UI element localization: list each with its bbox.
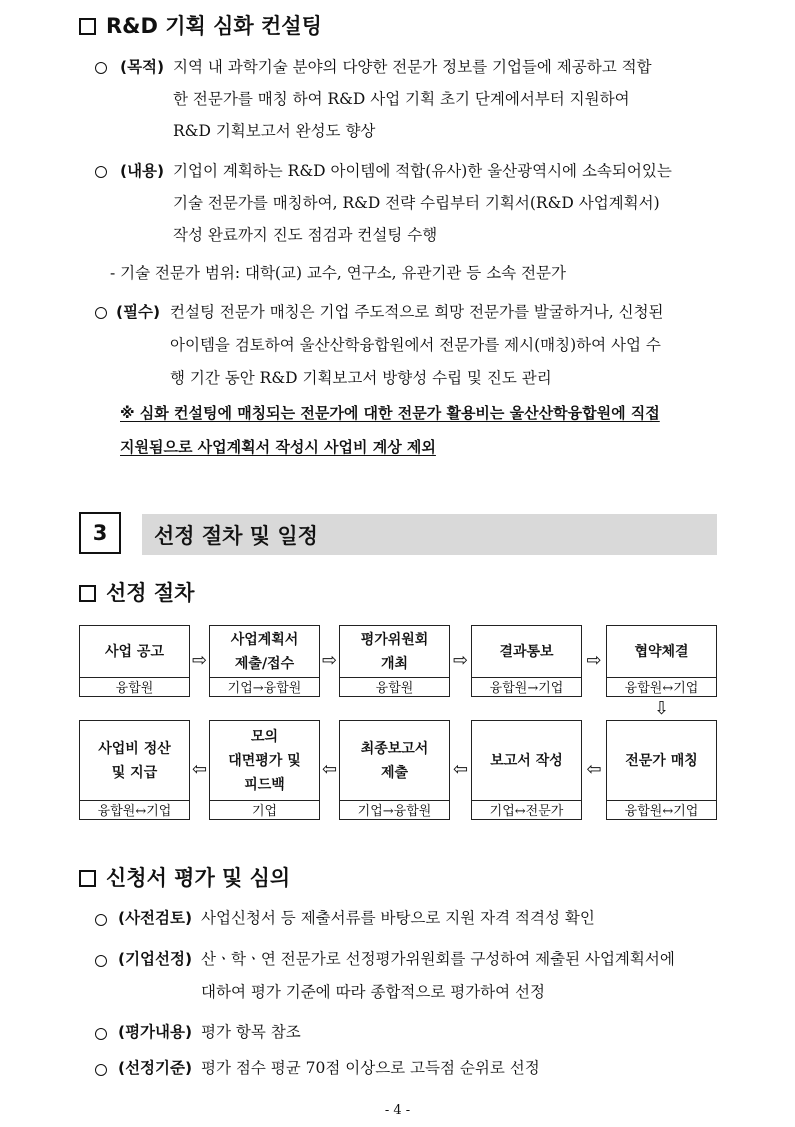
flow-step-title: 최종보고서 제출	[340, 721, 449, 801]
flow-step-title: 사업계획서 제출/접수	[210, 626, 319, 678]
flow-step-title: 사업 공고	[80, 626, 189, 678]
circle-bullet-icon	[95, 1028, 107, 1040]
flow-step-box	[339, 720, 450, 820]
arrow-right-icon: ⇨	[321, 650, 338, 671]
procedure-heading	[79, 577, 194, 607]
item-text-line: 행 기간 동안 R&D 기획보고서 방향성 수립 및 진도 관리	[170, 369, 552, 387]
flow-step-title: 평가위원회 개최	[340, 626, 449, 678]
flow-step-actor: 기업↔전문가	[489, 803, 564, 819]
flow-step-box	[79, 625, 190, 697]
item-label: (사전검토)	[118, 909, 193, 927]
note-line: ※ 심화 컨설팅에 매칭되는 전문가에 대한 전문가 활용비는 울산산학융합원에 직접	[120, 404, 660, 422]
flow-step-title: 사업비 정산 및 지급	[80, 721, 189, 801]
flow-step-title: 협약체결	[607, 626, 716, 678]
item-text-line: 산ㆍ학ㆍ연 전문가로 선정평가위원회를 구성하여 제출된 사업계획서에	[201, 950, 675, 968]
flow-step-title: 결과통보	[472, 626, 581, 678]
item-text-line: 평가 항목 참조	[201, 1023, 301, 1041]
circle-bullet-icon	[95, 1064, 107, 1076]
item-text-line: 지역 내 과학기술 분야의 다양한 전문가 정보를 기업들에 제공하고 적합	[173, 58, 652, 76]
note-line: 지원됨으로 사업계획서 작성시 사업비 계상 제외	[120, 438, 436, 456]
item-label: (목적)	[120, 58, 165, 76]
item-text-line: 한 전문가를 매칭 하여 R&D 사업 기획 초기 단계에서부터 지원하여	[173, 90, 630, 108]
item-label: (내용)	[120, 162, 165, 180]
page-number: - 4 -	[384, 1103, 411, 1118]
arrow-left-icon: ⇦	[321, 759, 338, 780]
flow-step-title: 모의 대면평가 및 피드백	[210, 721, 319, 801]
item-text-line: 기업이 계획하는 R&D 아이템에 적합(유사)한 울산광역시에 소속되어있는	[173, 162, 672, 180]
flow-step-box	[339, 625, 450, 697]
flow-step-actor: 융합원→기업	[489, 680, 564, 696]
circle-bullet-icon	[95, 307, 107, 319]
flow-step-actor: 융합원↔기업	[624, 803, 699, 819]
section-heading-rnd-consulting	[79, 10, 322, 40]
arrow-left-icon: ⇦	[586, 759, 602, 780]
flow-step-box	[209, 625, 320, 697]
flow-step-actor: 융합원↔기업	[624, 680, 699, 696]
item-text-line: 작성 완료까지 진도 점검과 컨설팅 수행	[173, 226, 438, 244]
flow-step-box	[471, 625, 582, 697]
flow-step-box	[606, 625, 717, 697]
arrow-left-icon: ⇦	[191, 759, 208, 780]
arrow-right-icon: ⇨	[191, 650, 208, 671]
item-label: (기업선정)	[118, 950, 193, 968]
circle-bullet-icon	[95, 955, 107, 967]
item-text-line: 평가 점수 평균 70점 이상으로 고득점 순위로 선정	[201, 1059, 540, 1077]
checkbox-square-icon	[79, 585, 96, 602]
item-text-line: 기술 전문가를 매칭하여, R&D 전략 수립부터 기획서(R&D 사업계획서)	[173, 194, 660, 212]
item-label: (선정기준)	[118, 1059, 193, 1077]
item-text-line: 사업신청서 등 제출서류를 바탕으로 지원 자격 적격성 확인	[201, 909, 595, 927]
checkbox-square-icon	[79, 18, 96, 35]
heading-text: R&D 기획 심화 컨설팅	[106, 14, 322, 38]
arrow-down-icon: ⇩	[653, 698, 670, 719]
section-title-bar	[142, 514, 717, 555]
section-number: 3	[79, 512, 121, 554]
checkbox-square-icon	[79, 870, 96, 887]
flow-step-actor: 융합원↔기업	[97, 803, 172, 819]
item-label: (평가내용)	[118, 1023, 193, 1041]
circle-bullet-icon	[95, 62, 107, 74]
flow-step-box	[209, 720, 320, 820]
flow-step-title: 전문가 매칭	[607, 721, 716, 801]
section-title: 선정 절차 및 일정	[154, 523, 318, 548]
flow-step-actor: 기업→융합원	[357, 803, 432, 819]
circle-bullet-icon	[95, 166, 107, 178]
flow-step-actor: 융합원	[375, 680, 414, 696]
flow-step-title: 보고서 작성	[472, 721, 581, 801]
heading-text: 신청서 평가 및 심의	[106, 866, 291, 890]
item-text-line: 아이템을 검토하여 울산산학융합원에서 전문가를 제시(매칭)하여 사업 수	[170, 336, 661, 354]
expert-scope-line: - 기술 전문가 범위: 대학(교) 교수, 연구소, 유관기관 등 소속 전문가	[110, 264, 567, 282]
item-text-line: 대하여 평가 기준에 따라 종합적으로 평가하여 선정	[201, 983, 545, 1001]
flow-step-box	[471, 720, 582, 820]
item-label: (필수)	[116, 303, 161, 321]
flow-step-box	[606, 720, 717, 820]
arrow-right-icon: ⇨	[452, 650, 469, 671]
arrow-right-icon: ⇨	[586, 650, 602, 671]
item-text-line: 컨설팅 전문가 매칭은 기업 주도적으로 희망 전문가를 발굴하거나, 신청된	[170, 303, 664, 321]
item-text-line: R&D 기획보고서 완성도 향상	[173, 122, 376, 140]
circle-bullet-icon	[95, 914, 107, 926]
flow-step-actor: 기업	[251, 803, 278, 819]
flow-step-box	[79, 720, 190, 820]
heading-text: 선정 절차	[106, 581, 195, 605]
evaluation-heading	[79, 862, 290, 892]
flow-step-actor: 융합원	[115, 680, 154, 696]
flow-step-actor: 기업→융합원	[227, 680, 302, 696]
arrow-left-icon: ⇦	[452, 759, 469, 780]
